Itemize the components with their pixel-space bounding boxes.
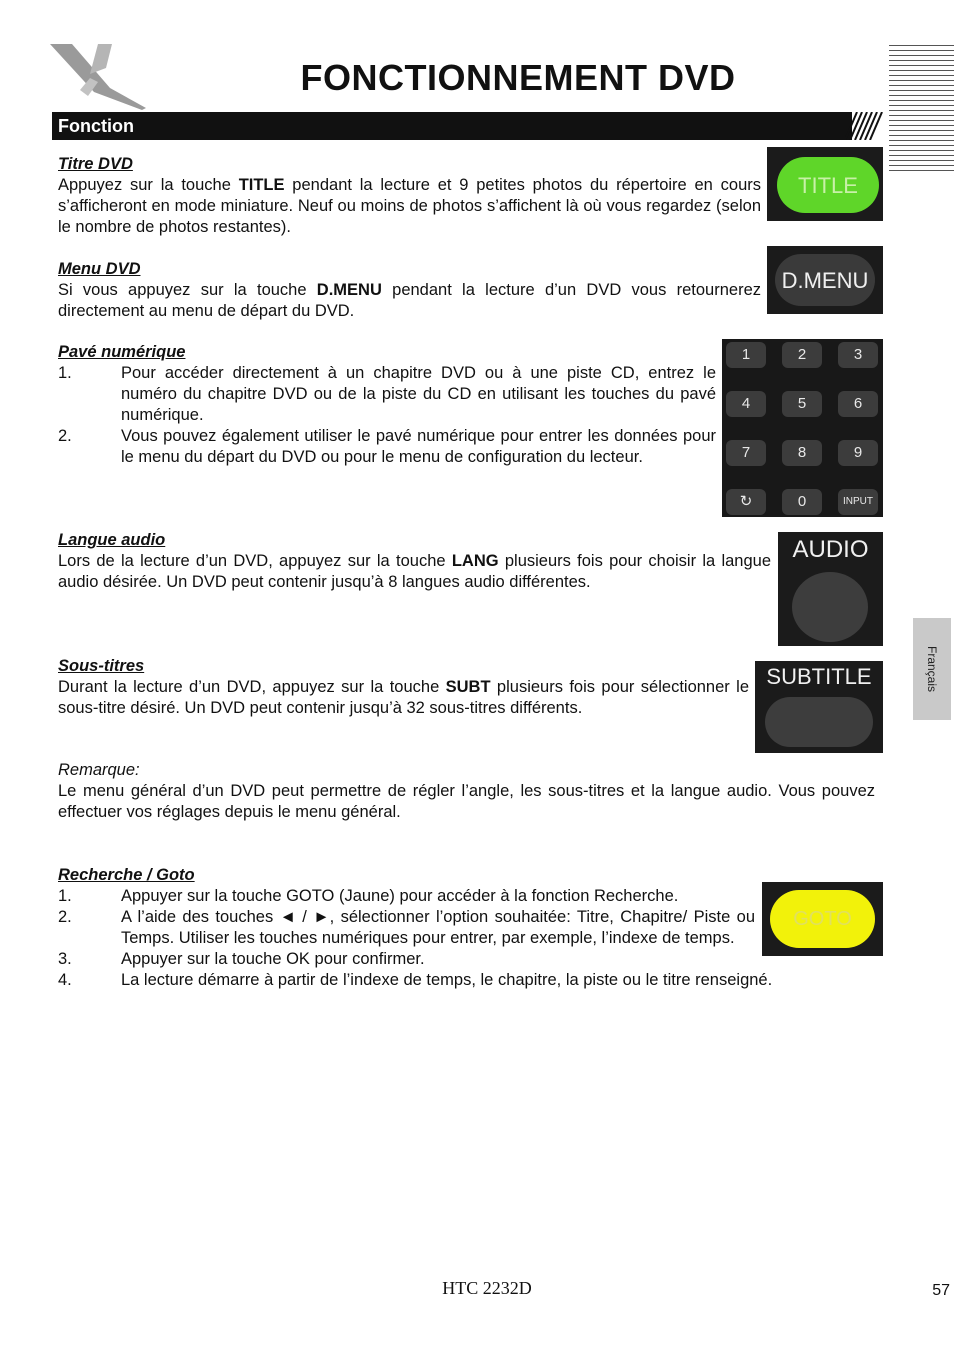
section-header: Fonction <box>52 112 852 140</box>
dmenu-button: D.MENU <box>775 254 875 306</box>
decorative-stripes <box>889 45 954 175</box>
heading-recherche-goto: Recherche / Goto <box>58 866 195 884</box>
key-3: 3 <box>838 342 878 368</box>
list-item: 1. Pour accéder directement à un chapitre DVD ou à une piste CD, entrez le numéro du chapitre DVD ou de la piste du CD en utilisant les touches du pavé numérique. <box>58 364 716 424</box>
audio-button <box>792 572 868 642</box>
page-title: FONCTIONNEMENT DVD <box>300 57 736 98</box>
section-langue-audio <box>58 530 771 593</box>
section-bar-hatch <box>845 112 883 140</box>
list-item: 4. La lecture démarre à partir de l’indexe de temps, le chapitre, la piste ou le titre renseigné. <box>58 971 773 989</box>
key-8: 8 <box>782 440 822 466</box>
title-button: TITLE <box>777 157 879 213</box>
key-input: INPUT <box>838 489 878 515</box>
text-langue-audio: Lors de la lecture d’un DVD, appuyez sur la touche LANG plusieurs fois pour choisir la langue audio désirée. Un DVD peut contenir jusqu’à 8 langues audio différentes. <box>58 552 771 591</box>
text-titre-dvd: Appuyez sur la touche TITLE pendant la lecture et 9 petites photos du répertoire en cours s’afficheront en mode miniature. Neuf ou moins de photos s’affichent là où vous regardez (selon le nombre de photos restantes). <box>58 176 761 236</box>
list-item: 2. Vous pouvez également utiliser le pavé numérique pour entrer les données pour le menu du départ du DVD ou pour le menu de configuration du lecteur. <box>58 427 716 466</box>
section-sous-titres <box>58 656 749 719</box>
text-menu-dvd: Si vous appuyez sur la touche D.MENU pendant la lecture d’un DVD vous retournerez directement au menu de départ du DVD. <box>58 281 761 320</box>
list-item: 1. Appuyer sur la touche GOTO (Jaune) pour accéder à la fonction Recherche. <box>58 887 679 905</box>
key-9: 9 <box>838 440 878 466</box>
subtitle-button-label: SUBTITLE <box>766 664 872 689</box>
key-2: 2 <box>782 342 822 368</box>
title-button-image <box>767 147 883 221</box>
heading-titre-dvd: Titre DVD <box>58 155 133 173</box>
remark-text: Le menu général d’un DVD peut permettre de régler l’angle, les sous-titres et la langue audio. Vous pouvez effectuer vos réglages depuis le menu général. <box>58 782 875 821</box>
section-menu-dvd <box>58 259 761 322</box>
heading-menu-dvd: Menu DVD <box>58 260 141 278</box>
goto-button-image <box>762 882 883 956</box>
goto-button: GOTO <box>770 890 875 948</box>
page-number: 57 <box>932 1282 950 1299</box>
key-7: 7 <box>726 440 766 466</box>
key-5: 5 <box>782 391 822 417</box>
numeric-keypad-image <box>722 339 883 517</box>
heading-pave-numerique: Pavé numérique <box>58 343 186 361</box>
section-titre-dvd <box>58 154 761 238</box>
section-pave-numerique <box>58 342 716 468</box>
section-recherche-goto <box>58 865 773 991</box>
text-sous-titres: Durant la lecture d’un DVD, appuyez sur la touche SUBT plusieurs fois pour sélectionner le sous-titre désiré. Un DVD peut contenir jusqu’à 32 sous-titres différents. <box>58 678 749 717</box>
key-4: 4 <box>726 391 766 417</box>
dmenu-button-image <box>767 246 883 314</box>
section-remarque <box>58 760 875 823</box>
heading-langue-audio: Langue audio <box>58 531 166 549</box>
repeat-key-icon: ↻ <box>726 489 766 515</box>
subtitle-button <box>765 697 873 747</box>
audio-button-label: AUDIO <box>792 536 869 563</box>
list-item: 3. Appuyer sur la touche OK pour confirmer. <box>58 950 425 968</box>
key-1: 1 <box>726 342 766 368</box>
audio-button-image <box>778 532 883 646</box>
language-tab: Français <box>913 618 951 720</box>
list-item: 2. A l’aide des touches ◄ / ►, sélectionner l’option souhaitée: Titre, Chapitre/ Piste ou Temps. Utiliser les touches numériques pour entrer, par exemple, l’indexe de temps. <box>58 908 755 947</box>
subtitle-button-image <box>755 661 883 753</box>
heading-sous-titres: Sous-titres <box>58 657 145 675</box>
footer-model: HTC 2232D <box>442 1278 532 1298</box>
key-0: 0 <box>782 489 822 515</box>
key-6: 6 <box>838 391 878 417</box>
remark-title: Remarque: <box>58 761 140 779</box>
